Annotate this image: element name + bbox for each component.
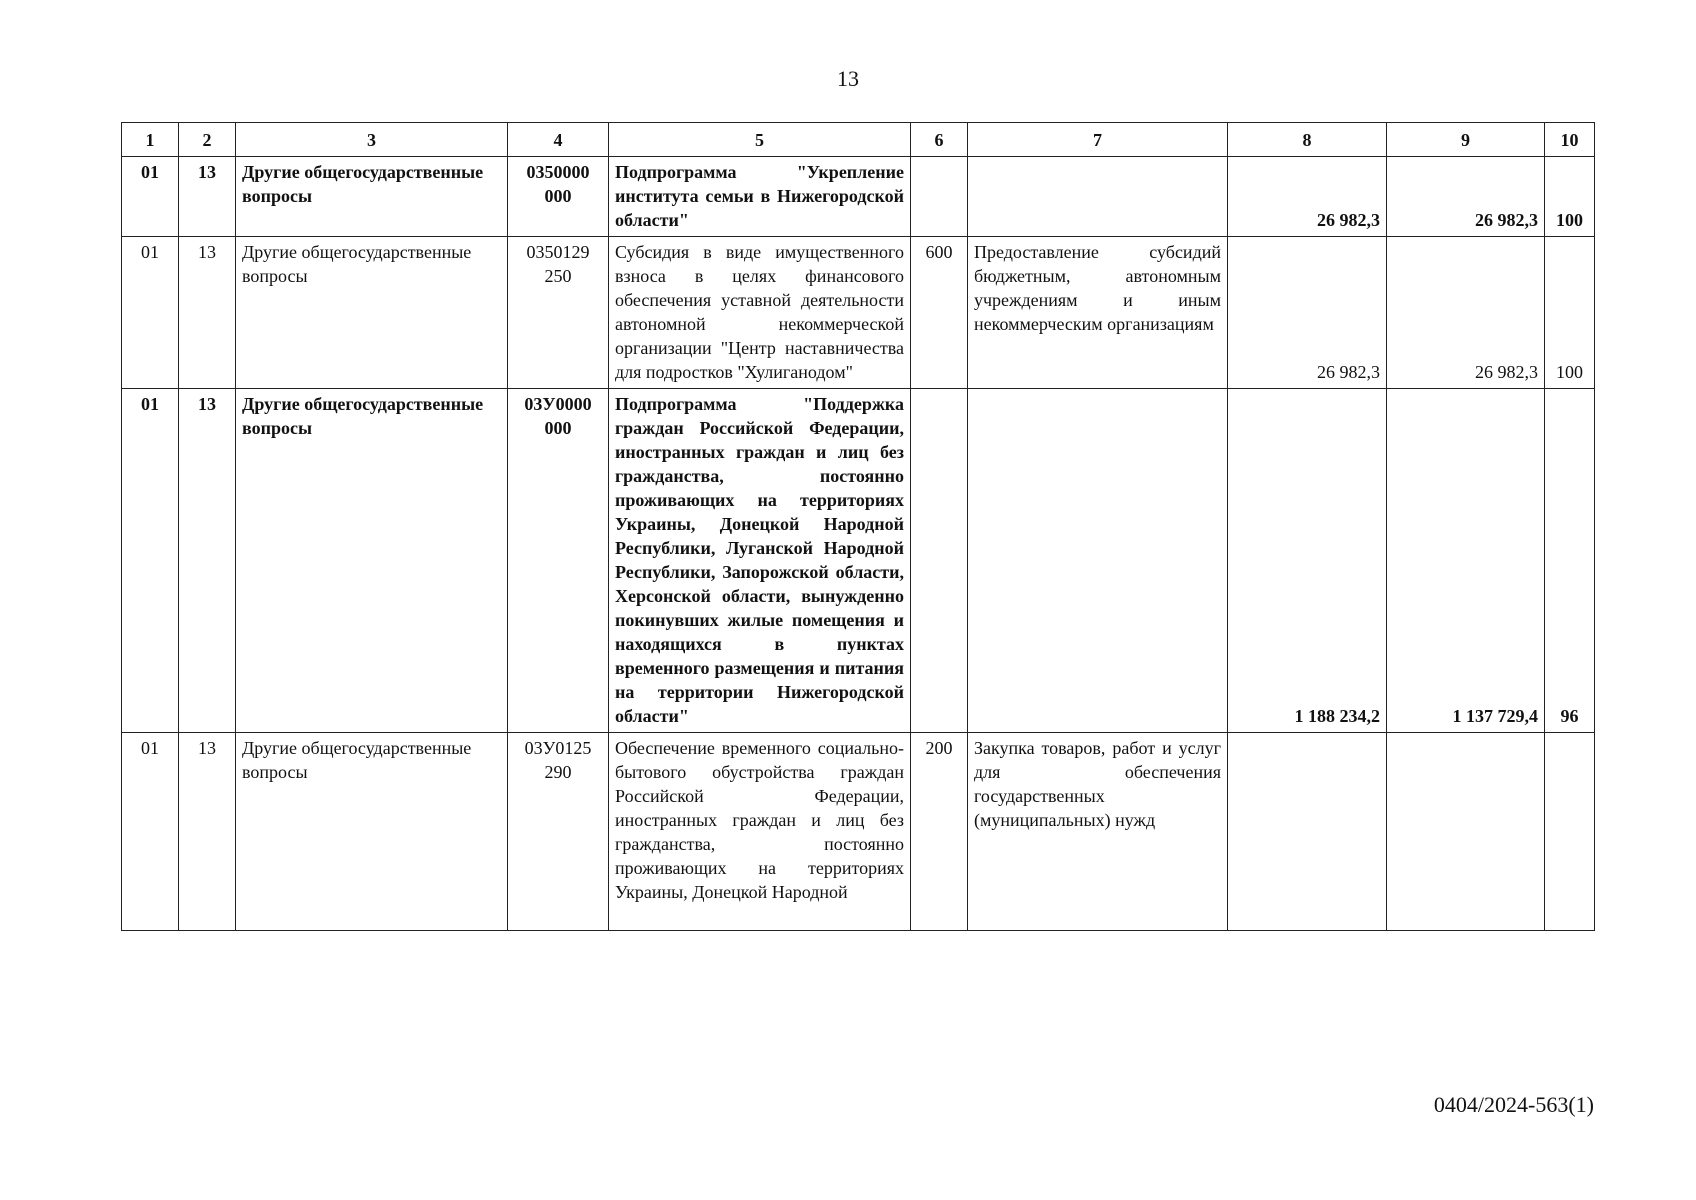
page-number: 13 [837, 66, 859, 91]
target-code: 0350000 000 [508, 157, 609, 237]
column-header: 9 [1387, 123, 1545, 157]
column-header: 2 [179, 123, 236, 157]
expense-type-name [968, 389, 1228, 733]
column-header: 5 [609, 123, 911, 157]
planned-amount [1228, 733, 1387, 931]
target-name-cell [609, 733, 911, 931]
subsection-code: 13 [179, 157, 236, 237]
expense-type-code [911, 157, 968, 237]
planned-amount: 26 982,3 [1228, 237, 1387, 389]
executed-amount: 26 982,3 [1387, 157, 1545, 237]
target-code: 03У0000 000 [508, 389, 609, 733]
table-row [122, 237, 1595, 389]
section-code: 01 [122, 237, 179, 389]
execution-percent [1545, 733, 1595, 931]
section-name: Другие общегосударственные вопросы [236, 733, 508, 931]
subsection-code: 13 [179, 733, 236, 931]
planned-amount: 26 982,3 [1228, 157, 1387, 237]
expense-type-code: 600 [911, 237, 968, 389]
table-row [122, 733, 1595, 931]
planned-amount: 1 188 234,2 [1228, 389, 1387, 733]
document-code: 0404/2024-563(1) [1433, 1092, 1594, 1117]
column-header: 4 [508, 123, 609, 157]
column-header: 1 [122, 123, 179, 157]
table-row [122, 157, 1595, 237]
expense-type-code: 200 [911, 733, 968, 931]
subsection-code: 13 [179, 389, 236, 733]
target-code: 03У0125 290 [508, 733, 609, 931]
execution-percent: 100 [1545, 237, 1595, 389]
section-name: Другие общегосударственные вопросы [236, 237, 508, 389]
budget-table [121, 122, 1595, 931]
column-header: 7 [968, 123, 1228, 157]
target-name: Подпрограмма "Укрепление института семьи в Нижегородской области" [609, 157, 911, 237]
expense-type-code [911, 389, 968, 733]
target-code: 0350129 250 [508, 237, 609, 389]
section-name: Другие общегосударственные вопросы [236, 389, 508, 733]
target-name: Подпрограмма "Поддержка граждан Российской Федерации, иностранных граждан и лиц без гражданства, постоянно проживающих на территориях Украины, Донецкой Народной Республики, Луганской Народной Республики, Запорожской области, Херсонской области, вынужденно покинувших жилые помещения и находящихся в пунктах временного размещения и питания на территории Нижегородской области" [609, 389, 911, 733]
section-name: Другие общегосударственные вопросы [236, 157, 508, 237]
section-code: 01 [122, 157, 179, 237]
expense-type-name [968, 157, 1228, 237]
column-header: 8 [1228, 123, 1387, 157]
section-code: 01 [122, 733, 179, 931]
subsection-code: 13 [179, 237, 236, 389]
execution-percent: 96 [1545, 389, 1595, 733]
table-row [122, 389, 1595, 733]
target-name: Субсидия в виде имущественного взноса в целях финансового обеспечения уставной деятельности автономной некоммерческой организации "Центр наставничества для подростков "Хулиганодом" [609, 237, 911, 389]
executed-amount: 26 982,3 [1387, 237, 1545, 389]
section-code: 01 [122, 389, 179, 733]
column-header: 6 [911, 123, 968, 157]
executed-amount: 1 137 729,4 [1387, 389, 1545, 733]
expense-type-name: Закупка товаров, работ и услуг для обеспечения государственных (муниципальных) нужд [968, 733, 1228, 931]
column-header: 10 [1545, 123, 1595, 157]
column-header: 3 [236, 123, 508, 157]
header-row [122, 123, 1595, 157]
execution-percent: 100 [1545, 157, 1595, 237]
target-name: Обеспечение временного социально-бытового обустройства граждан Российской Федерации, иностранных граждан и лиц без гражданства, постоянно проживающих на территориях Украины, Донецкой Народной [615, 738, 904, 902]
executed-amount [1387, 733, 1545, 931]
expense-type-name: Предоставление субсидий бюджетным, автономным учреждениям и иным некоммерческим организациям [968, 237, 1228, 389]
